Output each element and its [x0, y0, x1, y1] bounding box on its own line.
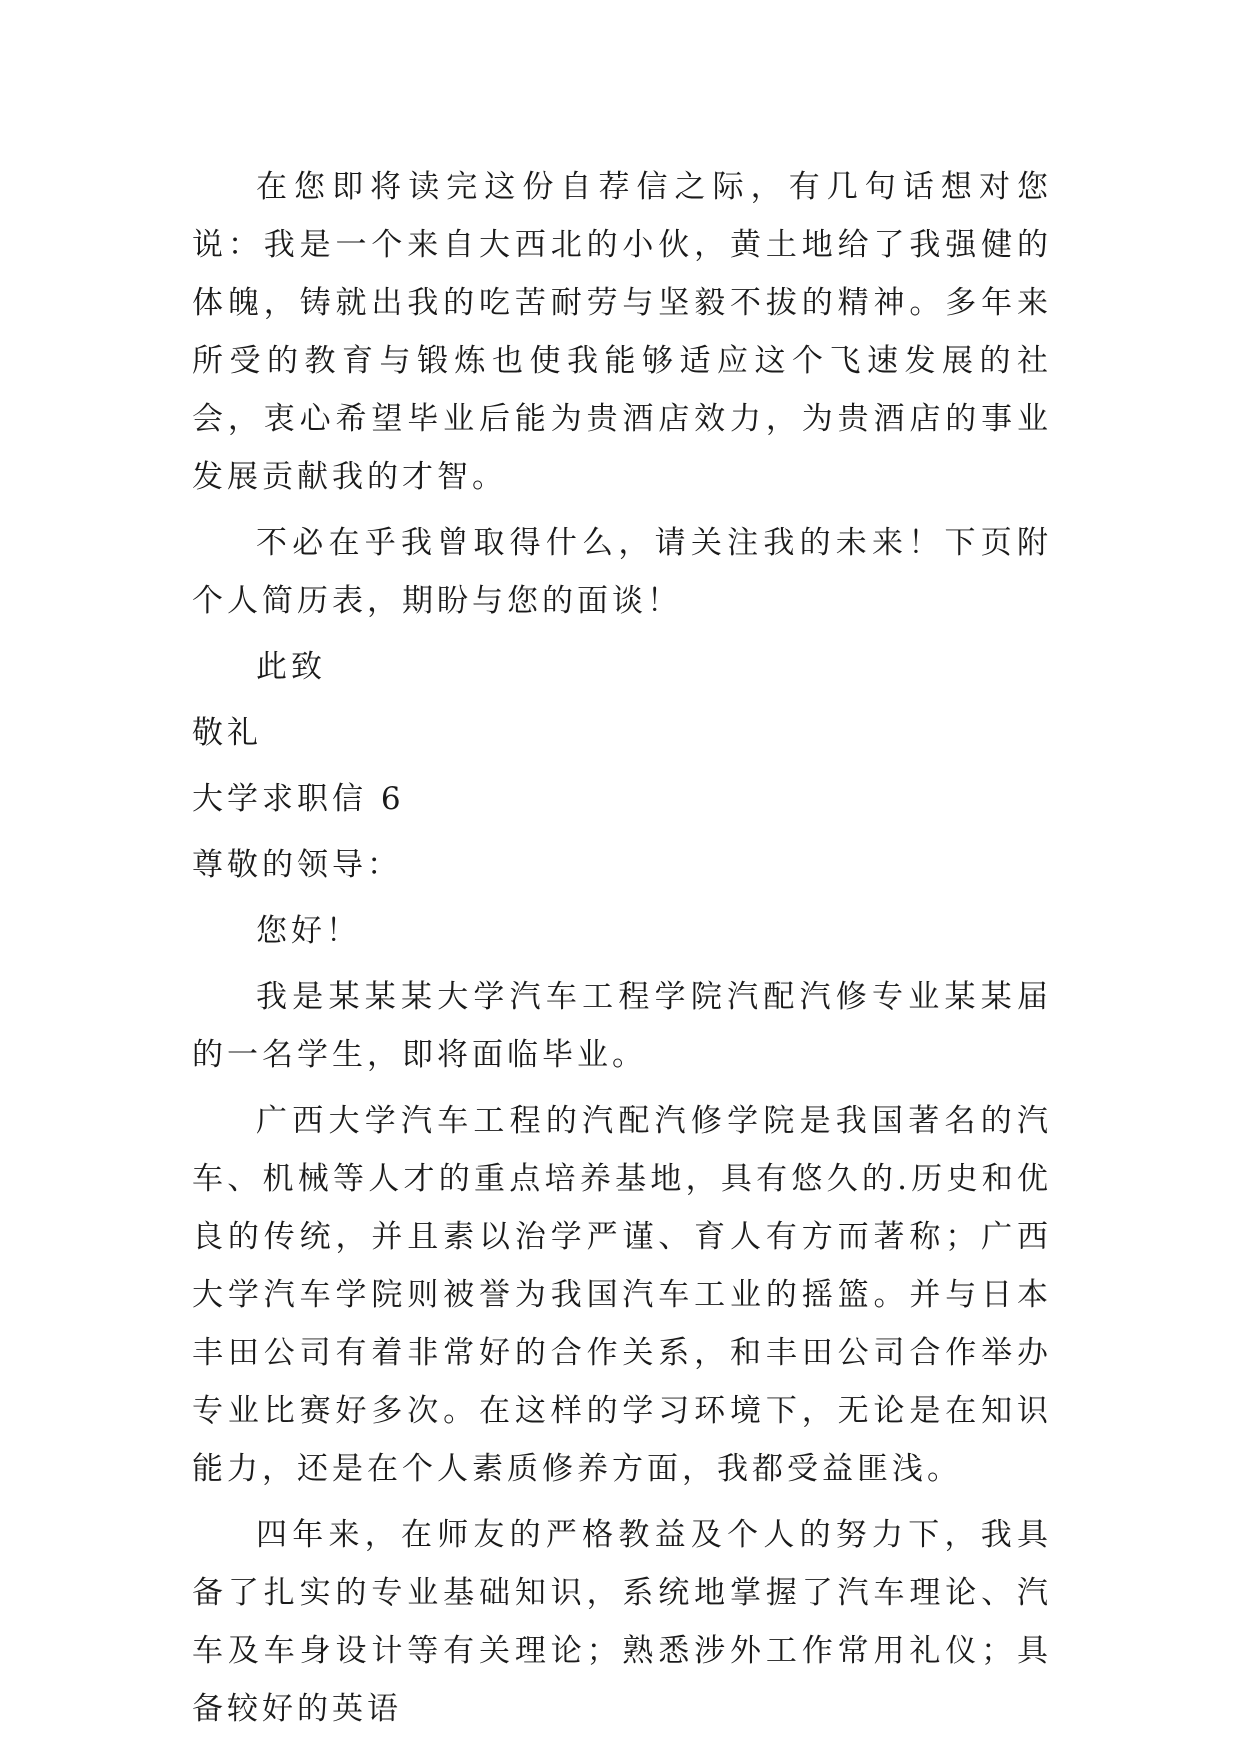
paragraph-introduction: 我是某某某大学汽车工程学院汽配汽修专业某某届的一名学生，即将面临毕业。 — [192, 979, 1052, 1073]
greeting-recipient: 尊敬的领导： — [192, 847, 402, 883]
letter-body — [192, 158, 1052, 1738]
salutation-cizhi: 此致 — [256, 649, 326, 685]
salutation-jingli: 敬礼 — [192, 715, 262, 751]
paragraph-closing-intro: 在您即将读完这份自荐信之际，有几句话想对您说：我是一个来自大西北的小伙，黄土地给了我强健的体魄，铸就出我的吃苦耐劳与坚毅不拔的精神。多年来所受的教育与锻炼也使我能够适应这个飞速发展的社会，衷心希望毕业后能为贵酒店效力，为贵酒店的事业发展贡献我的才智。 — [192, 169, 1052, 495]
paragraph-skills: 四年来，在师友的严格教益及个人的努力下，我具备了扎实的专业基础知识，系统地掌握了汽车理论、汽车及车身设计等有关理论；熟悉涉外工作常用礼仪；具备较好的英语 — [192, 1517, 1052, 1727]
section-heading: 大学求职信 6 — [192, 781, 405, 817]
paragraph-school: 广西大学汽车工程的汽配汽修学院是我国著名的汽车、机械等人才的重点培养基地，具有悠久的.历史和优良的传统，并且素以治学严谨、育人有方而著称；广西大学汽车学院则被誉为我国汽车工业的摇篮。并与日本丰田公司有着非常好的合作关系，和丰田公司合作举办专业比赛好多次。在这样的学习环境下，无论是在知识能力，还是在个人素质修养方面，我都受益匪浅。 — [192, 1103, 1052, 1487]
greeting-hello: 您好！ — [256, 913, 361, 949]
paragraph-resume-note: 不必在乎我曾取得什么，请关注我的未来！下页附个人简历表，期盼与您的面谈！ — [192, 525, 1052, 619]
